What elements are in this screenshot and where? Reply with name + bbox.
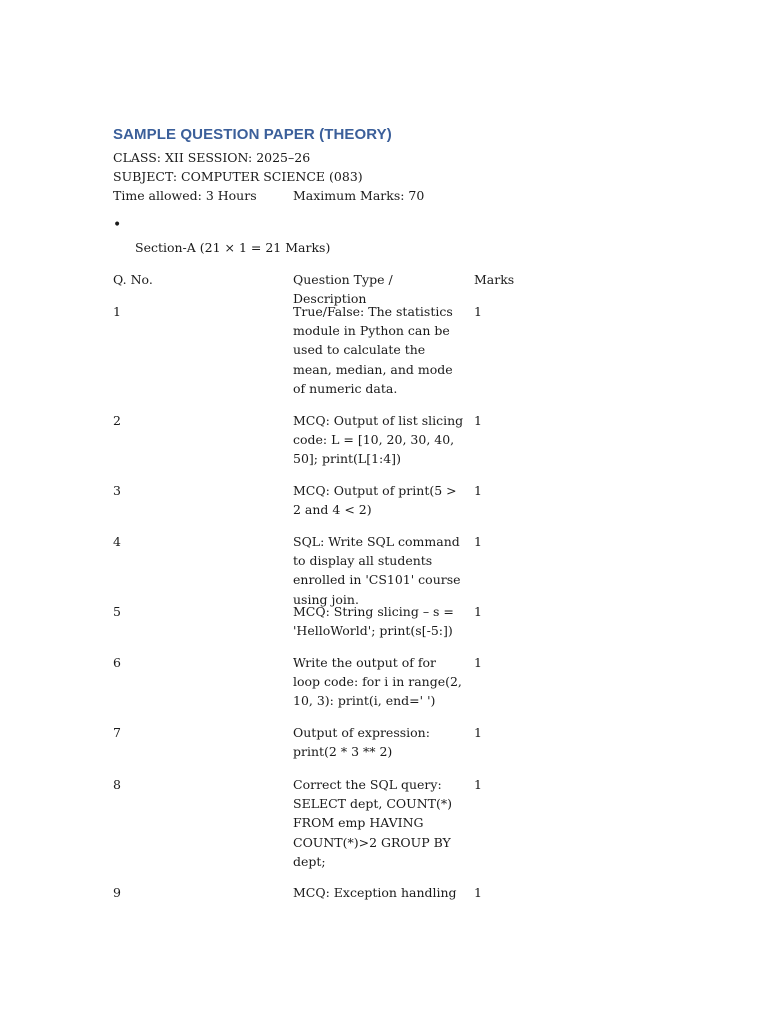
question-number: 8	[113, 777, 121, 792]
question-number: 6	[113, 655, 121, 670]
column-header-qno: Q. No.	[113, 272, 153, 287]
question-number: 2	[113, 413, 121, 428]
question-number: 7	[113, 725, 121, 740]
subject-line: SUBJECT: COMPUTER SCIENCE (083)	[113, 169, 363, 184]
question-marks: 1	[474, 304, 482, 319]
question-marks: 1	[474, 483, 482, 498]
time-marks-line	[113, 186, 425, 205]
question-marks: 1	[474, 725, 482, 740]
question-number: 1	[113, 304, 121, 319]
question-description: MCQ: Output of print(5 > 2 and 4 < 2)	[293, 483, 457, 518]
question-description: Output of expression: print(2 * 3 ** 2)	[293, 725, 430, 760]
bullet-icon: •	[113, 217, 122, 233]
question-description: Correct the SQL query: SELECT dept, COUNT(*) FROM emp HAVING COUNT(*)>2 GROUP BY dept;	[293, 777, 452, 869]
question-marks: 1	[474, 655, 482, 670]
question-number: 3	[113, 483, 121, 498]
section-heading: Section-A (21 × 1 = 21 Marks)	[135, 240, 331, 255]
question-marks: 1	[474, 604, 482, 619]
question-number: 4	[113, 534, 121, 549]
question-number: 5	[113, 604, 121, 619]
question-description: MCQ: Exception handling	[293, 885, 457, 900]
question-description: Write the output of for loop code: for i in range(2, 10, 3): print(i, end=' ')	[293, 655, 462, 709]
question-description: SQL: Write SQL command to display all students enrolled in 'CS101' course using join.	[293, 534, 461, 607]
question-marks: 1	[474, 413, 482, 428]
page-title: SAMPLE QUESTION PAPER (THEORY)	[113, 126, 392, 143]
question-description: MCQ: Output of list slicing code: L = [10, 20, 30, 40, 50]; print(L[1:4])	[293, 413, 464, 467]
question-description: MCQ: String slicing – s = 'HelloWorld'; print(s[-5:])	[293, 604, 454, 639]
question-marks: 1	[474, 777, 482, 792]
maximum-marks: Maximum Marks: 70	[293, 188, 425, 203]
column-header-marks: Marks	[474, 272, 515, 287]
class-session-line: CLASS: XII SESSION: 2025–26	[113, 150, 311, 165]
question-marks: 1	[474, 534, 482, 549]
column-header-description: Question Type / Description	[293, 272, 393, 307]
time-allowed: Time allowed: 3 Hours	[113, 188, 257, 203]
question-marks: 1	[474, 885, 482, 900]
question-description: True/False: The statistics module in Python can be used to calculate the mean, median, and mode of numeric data.	[293, 304, 453, 396]
question-number: 9	[113, 885, 121, 900]
